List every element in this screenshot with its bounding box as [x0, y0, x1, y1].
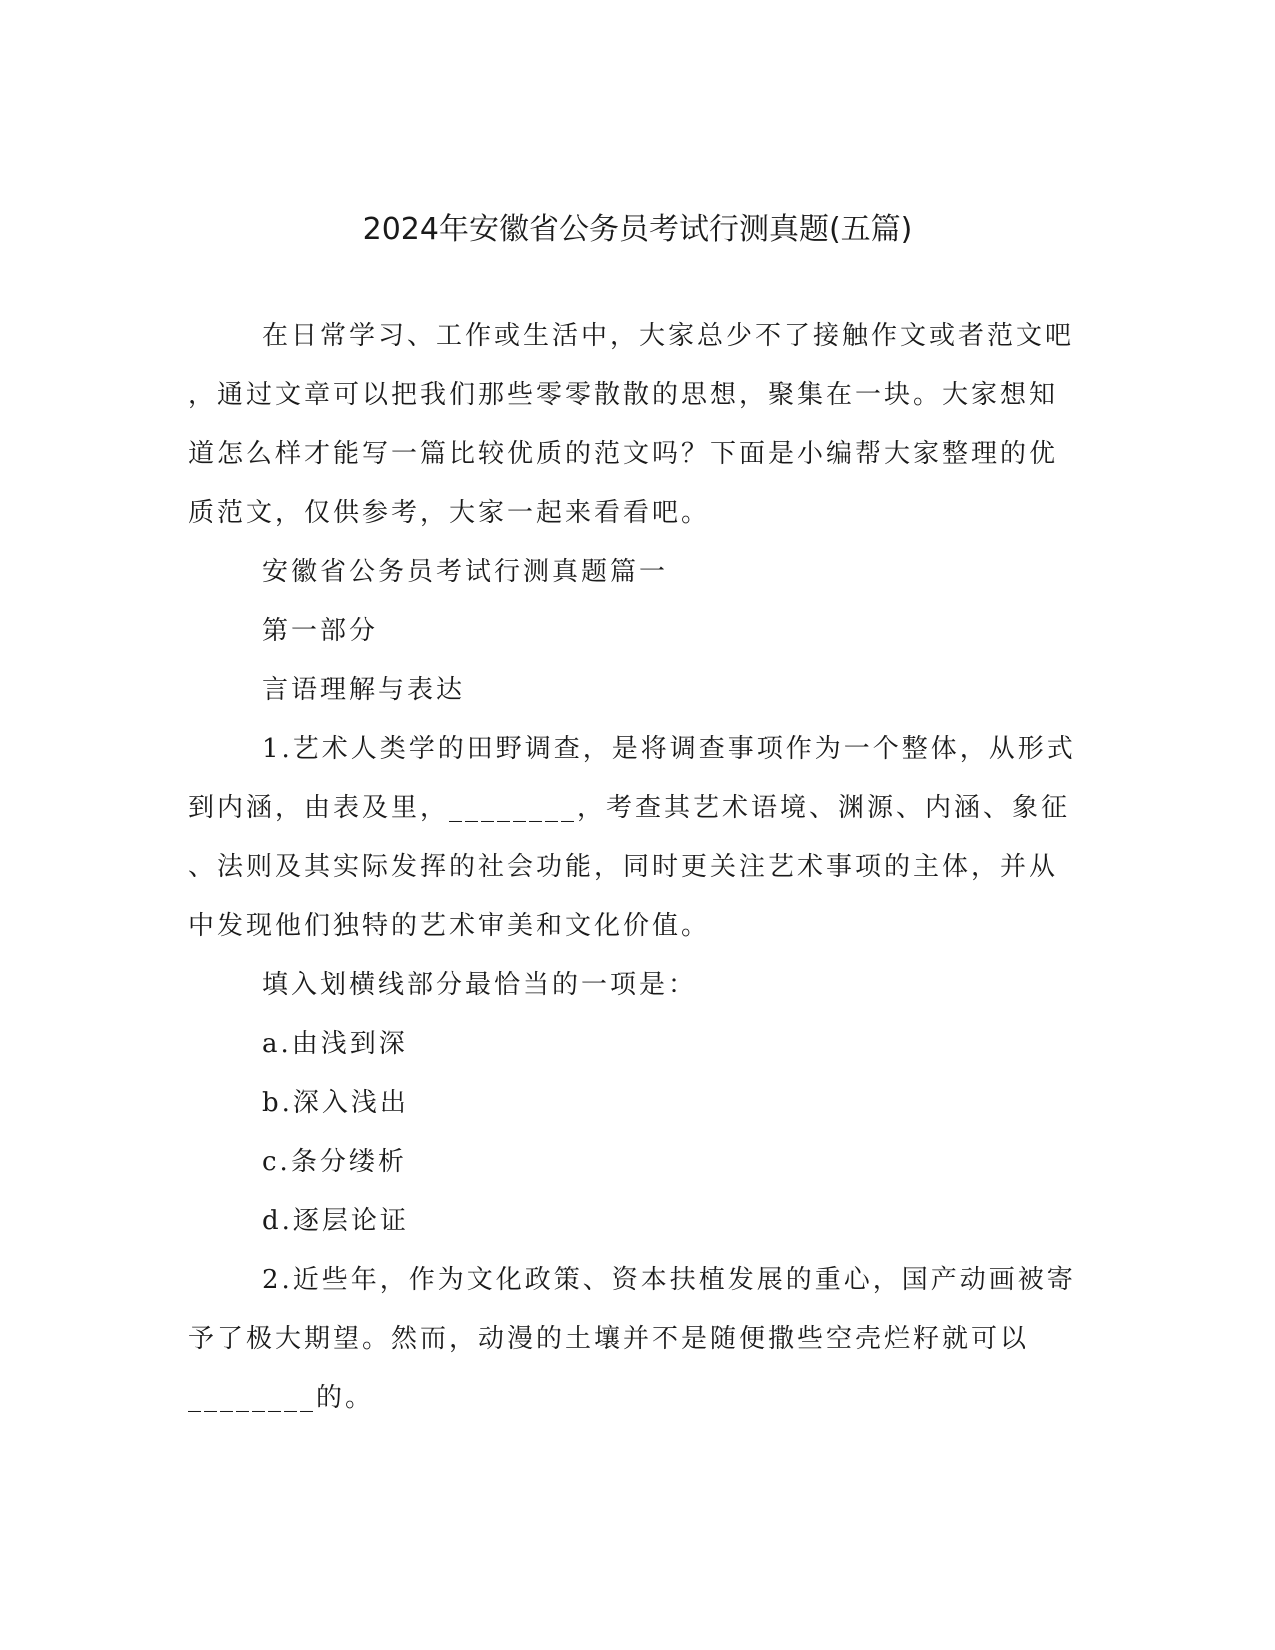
part-heading: 第一部分 — [262, 616, 379, 646]
question-1-line-4: 中发现他们独特的艺术审美和文化价值。 — [188, 911, 711, 941]
question-2-line-2: 予了极大期望。然而，动漫的土壤并不是随便撒些空壳烂籽就可以 — [188, 1324, 1030, 1354]
question-2-line-1: 2.近些年，作为文化政策、资本扶植发展的重心，国产动画被寄 — [262, 1265, 1076, 1295]
option-d: d.逐层论证 — [262, 1206, 409, 1236]
question-1-line-3: 、法则及其实际发挥的社会功能，同时更关注艺术事项的主体，并从 — [188, 852, 1059, 882]
subsection-heading: 言语理解与表达 — [262, 675, 466, 705]
option-b: b.深入浅出 — [262, 1088, 409, 1118]
intro-line-4: 质范文，仅供参考，大家一起来看看吧。 — [188, 498, 711, 528]
option-a: a.由浅到深 — [262, 1029, 408, 1059]
intro-line-2: ，通过文章可以把我们那些零零散散的思想，聚集在一块。大家想知 — [188, 380, 1059, 410]
intro-line-1: 在日常学习、工作或生活中，大家总少不了接触作文或者范文吧 — [262, 321, 1075, 351]
section-heading: 安徽省公务员考试行测真题篇一 — [262, 557, 669, 587]
option-c: c.条分缕析 — [262, 1147, 407, 1177]
question-2-line-3: ________的。 — [188, 1383, 375, 1413]
question-1-line-2: 到内涵，由表及里，________，考查其艺术语境、渊源、内涵、象征 — [188, 793, 1071, 823]
intro-line-3: 道怎么样才能写一篇比较优质的范文吗？下面是小编帮大家整理的优 — [188, 439, 1059, 469]
document-title: 2024年安徽省公务员考试行测真题(五篇) — [362, 212, 913, 247]
question-1-prompt: 填入划横线部分最恰当的一项是： — [262, 970, 698, 1000]
question-1-line-1: 1.艺术人类学的田野调查，是将调查事项作为一个整体，从形式 — [262, 734, 1076, 764]
